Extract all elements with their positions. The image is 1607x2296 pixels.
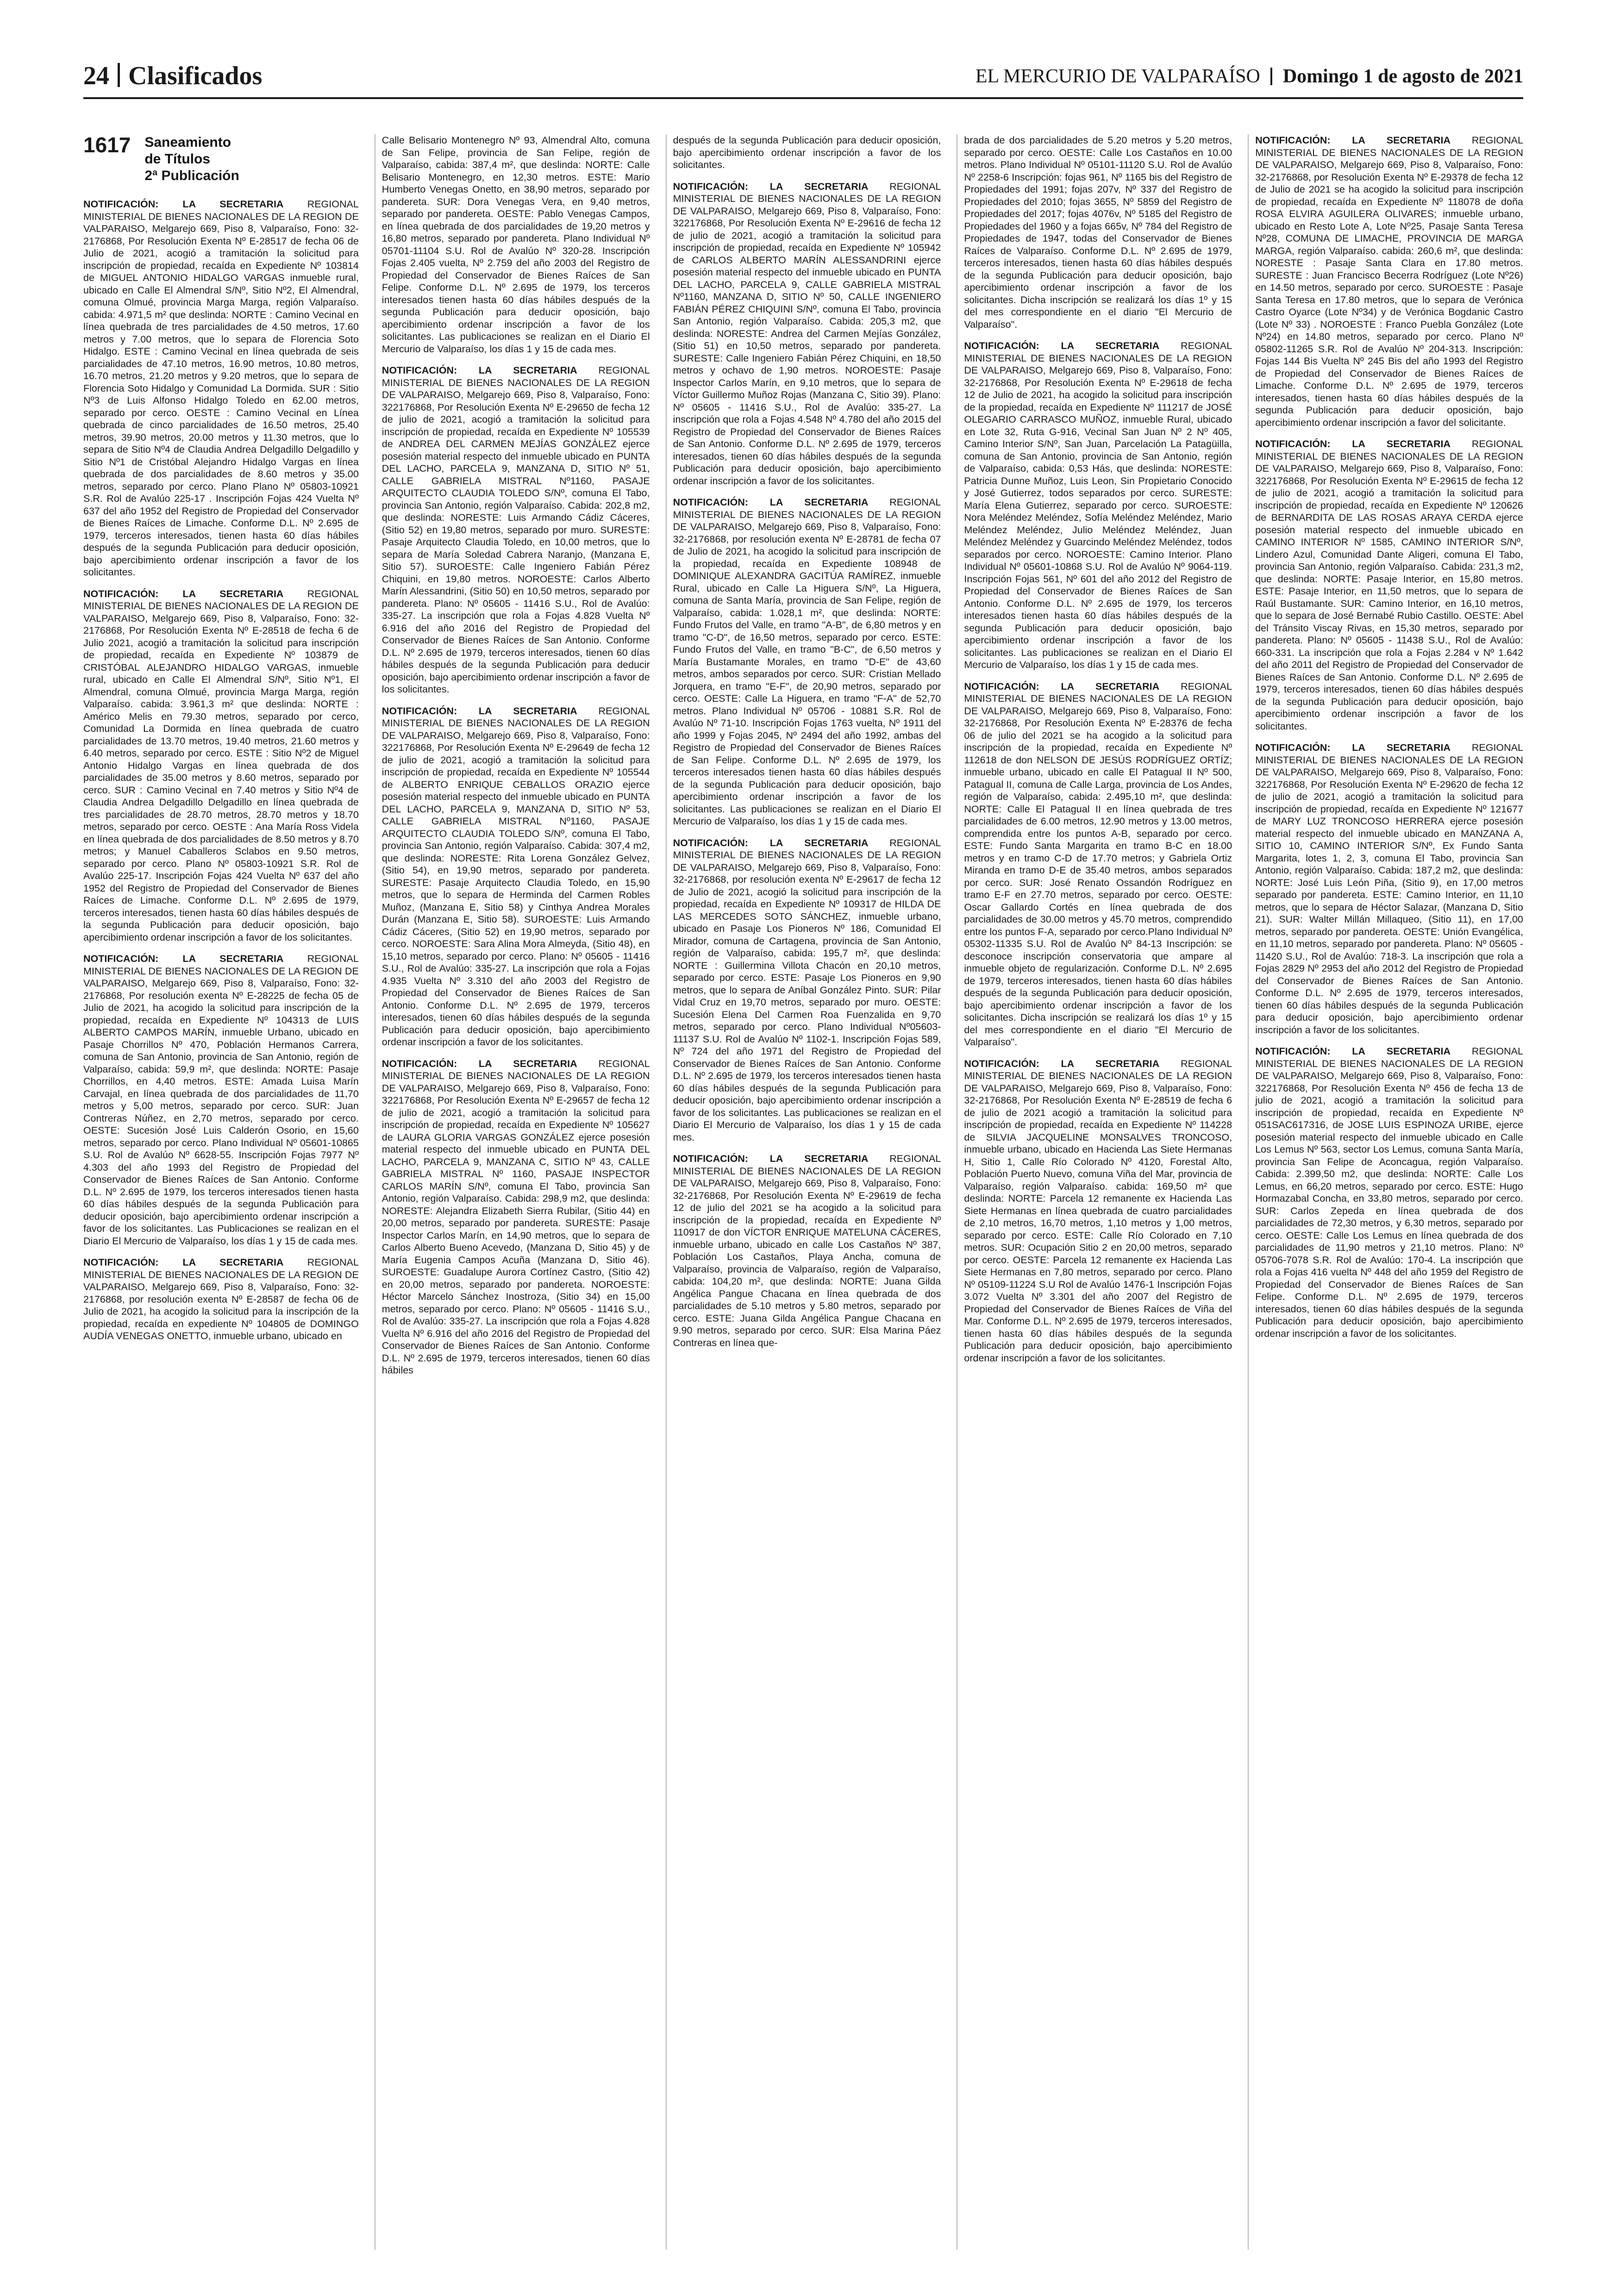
legal-notice (964, 1058, 1232, 1365)
notice-text (964, 680, 1232, 1048)
notice-text (964, 340, 1232, 671)
column-4 (957, 134, 1232, 2250)
legal-notice (382, 705, 650, 1048)
legal-notice (382, 364, 650, 696)
classifieds-columns (83, 134, 1523, 2250)
newspaper-name: EL MERCURIO DE VALPARAÍSO (975, 66, 1260, 87)
page-header (83, 60, 1523, 99)
notice-body: brada de dos parcialidades de 5.20 metros y 5.20 metros, separado por cerco. OESTE: Calle Los Castaños en 10.00 metros. Plano Individual Nº 05101-11120 S.U. Rol de Avalúo Nº 2258-6 Inscripción: fojas 961, Nº 1165 bis del Registro de Propiedades del 1991; fojas 207v, Nº 337 del Registro de Propiedades del 2010; fojas 3655, Nº 5859 del Registro de Propiedades del 2017; fojas 4076v, Nº 5185 del Registro de Propiedades del 1960 y a fojas 665v, Nº 784 del Registro de Propiedades de 1947, todas del Conservador de Bienes Raíces de Valparaíso. Conforme D.L. Nº 2.695 de 1979, terceros interesados, tienen hasta 60 días hábiles después de la segunda Publicación para deducir oposición, bajo apercibimiento ordenar inscripción a favor de los solicitantes. Dicha inscripción se realizará los días 1º y 15 del mes correspondiente en el diario "El Mercurio de Valparaíso". (964, 135, 1232, 330)
legal-notice (964, 340, 1232, 671)
page-number: 24 (83, 62, 109, 90)
notice-lead: NOTIFICACIÓN: LA SECRETARIA (83, 1257, 307, 1268)
notices-list (83, 198, 359, 1342)
legal-notice (1255, 134, 1523, 429)
edition-date: Domingo 1 de agosto de 2021 (1282, 66, 1523, 87)
legal-notice (1255, 1045, 1523, 1340)
notice-text (1255, 134, 1523, 429)
notice-text (382, 1058, 650, 1377)
notices-list (964, 134, 1232, 1364)
notice-text (83, 588, 359, 944)
notice-lead: NOTIFICACIÓN: LA SECRETARIA (964, 340, 1181, 351)
notice-body: REGIONAL MINISTERIAL DE BIENES NACIONALES DE LA REGION DE VALPARAISO, Melgarejo 669, Piso 8, Valparaíso, Fono: 322176868, Por Resolución Exenta Nº E-29620 de fecha 12 de julio de 2021, acogió a tramitación la solicitud para inscripción de propiedad, recaída en Expediente Nº 121677 de MARY LUZ TRONCOSO HERRERA ejerce posesión material respecto del inmueble ubicado en MANZANA A, SITIO 10, CAMINO INTERIOR S/Nº, Ex Fundo Santa Margarita, lotes 1, 2, 3, comuna El Tabo, provincia San Antonio, región Valparaíso. Cabida: 187,2 m2, que deslinda: NORTE: José Luis León Piña, (Sitio 9), en 17,00 metros separado por pandereta. ESTE: Camino Interior, en 11,10 metros, que lo separa de Héctor Salazar, (Manzana D, Sitio 21). SUR: Walter Millán Millaqueo, (Sitio 11), en 17,00 metros, separado por pandereta. OESTE: Unión Evangélica, en 11,10 metros, separado por pandereta. Plano: Nº 05605 - 11420 S.U., Rol de Avalúo: 718-3. La inscripción que rola a Fojas 2829 Nº 2953 del año 2012 del Registro de Propiedad del Conservador de Bienes Raíces de San Antonio. Conforme D.L. Nº 2.695 de 1979, terceros interesados, tienen 60 días hábiles después de la segunda Publicación para deducir oposición, bajo apercibimiento ordenar inscripción a favor de los solicitantes. (1255, 742, 1523, 1036)
notice-body: REGIONAL MINISTERIAL DE BIENES NACIONALES DE LA REGION DE VALPARAISO, Melgarejo 669, Piso 8, Valparaíso, Fono: 32-2176868, Por Resolución Exenta Nº E-28376 de fecha 06 de julio del 2021 se ha acogido a la solicitud para inscripción de la propiedad, recaída en Expediente Nº 112618 de don NELSON DE JESÚS RODRÍGUEZ ORTÍZ; inmueble urbano, ubicado en calle El Patagual II Nº 500, Patagual II, comuna de Calle Larga, provincia de Los Andes, región de Valparaíso, cabida: 2.495,10 m², que deslinda: NORTE: Calle El Patagual II en línea quebrada de tres parcialidades de 6.00 metros, 12.90 metros y 13.00 metros, comprendida entre los puntos A-B, separado por cerco. ESTE: Fundo Santa Margarita en tramo B-C en 18.00 metros y en tramo C-D de 17.70 metros; y Gabriela Ortiz Miranda en tramo D-E de 35.40 metros, ambos separados por cerco. SUR: José Renato Ossandón Rodríguez en tramo E-F en 27.70 metros, separado por cerco. OESTE: Oscar Gallardo Cortés en línea quebrada de dos parcialidades de 30.00 metros y 45.70 metros, comprendido entre los puntos F-A, separado por cerco.Plano Individual Nº 05302-11335 S.U. Rol de Avalúo Nº 84-13 Inscripción: se desconoce inscripción conservatoria que ampare al inmueble objeto de regularización. Conforme D.L. Nº 2.695 de 1979, terceros interesados, tienen hasta 60 días hábiles después de la segunda Publicación para deducir oposición, bajo apercibimiento ordenar inscripción a favor de los solicitantes. Dicha inscripción se realizará los días 1º y 15 del mes correspondiente en el diario "El Mercurio de Valparaíso". (964, 680, 1232, 1048)
notice-text (1255, 742, 1523, 1036)
notice-lead: NOTIFICACIÓN: LA SECRETARIA (673, 837, 890, 849)
legal-notice (673, 181, 941, 487)
notice-lead: NOTIFICACIÓN: LA SECRETARIA (83, 588, 307, 599)
notice-body: REGIONAL MINISTERIAL DE BIENES NACIONALES DE LA REGION DE VALPARAISO, Melgarejo 669, Piso 8, Valparaíso, Fono: 32-2176868, por resolución exenta Nº E-28587 de fecha 06 de Julio de 2021, ha acogido la solicitud para la inscripción de la propiedad, recaída en expediente Nº 104805 de DOMINGO AUDÍA VENEGAS ONETTO, inmueble urbano, ubicado en (83, 1257, 359, 1341)
legal-notice (83, 1256, 359, 1342)
notice-body: REGIONAL MINISTERIAL DE BIENES NACIONALES DE LA REGION DE VALPARAISO, Melgarejo 669, Piso 8, Valparaíso, Fono: 32-2176868, Por Resolución Exenta Nº E-28517 de fecha 06 de Julio de 2021, acogió a tramitación la solicitud para inscripción de propiedad, recaída en Expediente Nº 103814 de MIGUEL ANTONIO HIDALGO VARGAS inmueble rural, ubicado en Calle El Almendral S/Nº, Sitio Nº2, El Almendral, comuna Olmué, provincia Marga Marga, región Valparaíso. cabida: 4.971,5 m² que deslinda: NORTE : Camino Vecinal en línea quebrada de tres parcialidades de 4.50 metros, 17.60 metros y 7.00 metros, que lo separa de Florencia Soto Hidalgo. ESTE : Camino Vecinal en línea quebrada de seis parcialidades de 47.10 metros, 16.90 metros, 10.80 metros, 16.70 metros, 21.20 metros y 9.20 metros, que lo separa de Florencia Soto Hidalgo y Comunidad La Dormida. SUR : Sitio Nº3 de Luis Alfonso Hidalgo Toledo en 62.00 metros, separado por cerco. OESTE : Camino Vecinal en Línea quebrada de cinco parcialidades de 16.50 metros, 25.40 metros, 39.90 metros, 20.00 metros y 11.30 metros, que lo separa de Sitio Nº4 de Claudia Andrea Delgadillo Delgadillo y Sitio Nº1 de Cristóbal Alejandro Hidalgo Vargas en línea quebrada de dos parcialidades de 8.60 metros y 35.00 metros, separado por cerco. Plano Plano Nº 05803-10921 S.R. Rol de Avalúo 225-17 . Inscripción Fojas 424 Vuelta Nº 637 del año 1952 del Registro de Propiedad del Conservador de Bienes Raíces de Limache. Conforme D.L. Nº 2.695 de 1979, terceros interesados, tienen hasta 60 días hábiles después de la segunda Publicación para deducir oposición, bajo apercibimiento ordenar inscripción a favor de los solicitantes. (83, 199, 359, 578)
notice-text (1255, 1045, 1523, 1340)
notice-body: REGIONAL MINISTERIAL DE BIENES NACIONALES DE LA REGION DE VALPARAISO, Melgarejo 669, Piso 8, Valparaíso, Fono: 322176868, Por Resolución Exenta Nº E-29649 de fecha 12 de julio de 2021, acogió a tramitación la solicitud para inscripción de propiedad, recaída en Expediente Nº 105544 de ALBERTO ENRIQUE CEBALLOS ORAZIO ejerce posesión material respecto del inmueble ubicado en PUNTA DEL LACHO, PARCELA 9, MANZANA D, SITIO Nº 53, CALLE GABRIELA MISTRAL Nº1160, PASAJE ARQUITECTO CLAUDIA TOLEDO S/Nº, comuna El Tabo, provincia San Antonio, región Valparaíso. Cabida: 307,4 m2, que deslinda: NORESTE: Rita Lorena González Gelvez, (Sitio 54), en 19,90 metros, separado por pandereta. SURESTE: Pasaje Arquitecto Claudia Toledo, en 15,90 metros, que lo separa de Herminda del Carmen Robles Muñoz, (Manzana E, Sitio 58) y Cinthya Andrea Morales Durán (Manzana E, Sitio 58). SUROESTE: Luis Armando Cádiz Cáceres, (Sitio 52) en 19,90 metros, separado por cerco. NOROESTE: Sara Alina Mora Almeyda, (Sitio 48), en 15,10 metros, separado por cerco. Plano: Nº 05605 - 11416 S.U., Rol de Avalúo: 335-27. La inscripción que rola a Fojas 4.935 Vuelta Nº 3.310 del año 2003 del Registro de Propiedad del Conservador de Bienes Raíces de San Antonio. Conforme D.L. Nº 2.695 de 1979, terceros interesados, tienen 60 días hábiles después de la segunda Publicación para deducir oposición, bajo apercibimiento ordenar inscripción a favor de los solicitantes. (381, 705, 650, 1048)
notice-lead: NOTIFICACIÓN: LA SECRETARIA (1255, 438, 1472, 449)
notice-text (673, 134, 941, 171)
notice-body: REGIONAL MINISTERIAL DE BIENES NACIONALES DE LA REGION DE VALPARAISO, Melgarejo 669, Piso 8, Valparaíso, Fono: 32-2176868, Por resolución exenta Nº E-28225 de fecha 05 de Julio de 2021, ha acogido la solicitud para inscripción de la propiedad, recaída en Expediente Nº 104313 de LUIS ALBERTO CAMPOS MARÍN, inmueble Urbano, ubicado en Pasaje Chorrillos Nº 470, Población Hermanos Carrera, comuna de San Antonio, provincia de San Antonio, región de Valparaíso, cabida: 59,9 m², que deslinda: NORTE: Pasaje Chorrillos, en 4,40 metros. ESTE: Amada Luisa Marín Carvajal, en línea quebrada de dos parcialidades de 11,70 metros y 5,00 metros, separado por cerco. SUR: Juan Contreras Núñez, en 2,70 metros, separado por cerco. OESTE: Sucesión José Luis Calderón Osorio, en 15,60 metros, separado por cerco. Plano Individual Nº 05601-10865 S.U. Rol de Avalúo Nº 6628-55. Inscripción Fojas 7977 Nº 4.303 del año 1993 del Registro de Propiedad del Conservador de Bienes Raíces de San Antonio. Conforme D.L. Nº 2.695 de 1979, los terceros interesados tienen hasta 60 días hábiles después de la segunda Publicación para deducir oposición, bajo apercibimiento ordenar inscripción a favor de los solicitantes. Las Publicaciones se realizan en el Diario El Mercurio de Valparaíso, los días 1 y 15 de cada mes. (83, 953, 359, 1247)
category-heading (83, 134, 359, 184)
notice-text (83, 953, 359, 1247)
notice-lead: NOTIFICACIÓN: LA SECRETARIA (83, 199, 307, 210)
notice-body: REGIONAL MINISTERIAL DE BIENES NACIONALES DE LA REGION DE VALPARAISO, Melgarejo 669, Piso 8, Valparaíso, Fono: 322176868, Por Resolución Exenta Nº E-29615 de fecha 12 de julio de 2021, acogió a tramitación la solicitud para inscripción de propiedad, recaída en Expediente Nº 120626 de BERNARDITA DE LAS ROSAS ARAYA CERDA ejerce posesión material respecto del inmueble ubicado en CAMINO INTERIOR Nº 1585, CAMINO INTERIOR S/Nº, Lindero Azul, Comunidad Dante Aligeri, comuna El Tabo, provincia San Antonio, región Valparaíso. Cabida: 231,3 m2, que deslinda: NORTE: Pasaje Interior, en 15,80 metros. ESTE: Pasaje Interior, en 11,50 metros, que lo separa de Raúl Bustamante. SUR: Camino Interior, en 16,10 metros, que lo separa de José Bernabé Rubio Castillo. OESTE: Abel del Tránsito Viscay Rivas, en 15,30 metros, separado por pandereta. Plano: Nº 05605 - 11438 S.U., Rol de Avalúo: 660-331. La inscripción que rola a Fojas 2.284 v Nº 1.642 del año 2011 del Registro de Propiedad del Conservador de Bienes Raíces de San Antonio. Conforme D.L. Nº 2.695 de 1979, terceros interesados, tienen 60 días hábiles después de la segunda Publicación para deducir oposición, bajo apercibimiento ordenar inscripción a favor de los solicitantes. (1255, 438, 1523, 732)
legal-notice (83, 953, 359, 1247)
category-number: 1617 (83, 134, 131, 157)
notice-text (964, 134, 1232, 331)
legal-notice (673, 496, 941, 828)
notices-list (673, 134, 941, 1349)
legal-notice (382, 134, 650, 355)
notice-body: REGIONAL MINISTERIAL DE BIENES NACIONALES DE LA REGION DE VALPARAISO, Melgarejo 669, Piso 8, Valparaíso, Fono: 32-2176868, por resolución exenta Nº E-29617 de fecha 12 de Julio de 2021, acogió la solicitud para inscripción de la propiedad, recaída en Expediente Nº 109317 de HILDA DE LAS MERCEDES SOTO SÁNCHEZ, inmueble urbano, ubicado en Pasaje Los Pioneros Nº 186, Comunidad El Mirador, comuna de Cartagena, provincia de San Antonio, región de Valparaíso, cabida: 195,7 m², que deslinda: NORTE : Guillermina Villota Chacón en 20,10 metros, separado por cerco. ESTE: Pasaje Los Pioneros en 9,90 metros, que lo separa de Aníbal González Pinto. SUR: Pilar Vidal Cruz en 19,70 metros, separado por muro. OESTE: Sucesión Elena Del Carmen Roa Fuenzalida en 9,70 metros, separado por cerco. Plano Individual Nº05603-11137 S.U. Rol de Avalúo Nº 1102-1. Inscripción Fojas 589, Nº 724 del año 1971 del Registro de Propiedad del Conservador de Bienes Raíces de San Antonio. Conforme D.L. Nº 2.695 de 1979, los terceros interesados tienen hasta 60 días hábiles después de la segunda Publicación para deducir oposición, bajo apercibimiento ordenar inscripción a favor de los solicitantes. Las publicaciones se realizan en el Diario El Mercurio de Valparaíso, los días 1 y 15 de cada mes. (673, 837, 941, 1143)
column-2 (375, 134, 650, 2250)
notice-body: REGIONAL MINISTERIAL DE BIENES NACIONALES DE LA REGION DE VALPARAISO, Melgarejo 669, Piso 8, Valparaíso, Fono: 322176868, Por Resolución Exenta Nº E-29657 de fecha 12 de julio de 2021, acogió a tramitación la solicitud para inscripción de propiedad, recaída en Expediente Nº 105627 de LAURA GLORIA VARGAS GONZÁLEZ ejerce posesión material respecto del inmueble ubicado en PUNTA DEL LACHO, PARCELA 9, MANZANA C, SITIO Nº 43, CALLE GABRIELA MISTRAL Nº 1160, PASAJE INSPECTOR CARLOS MARÍN S/Nº, comuna El Tabo, provincia San Antonio, región Valparaíso. Cabida: 298,9 m2, que deslinda: NORESTE: Alejandra Elizabeth Sierra Rubilar, (Sitio 44) en 20,00 metros, separado por pandereta. SURESTE: Pasaje Inspector Carlos Marín, en 14,90 metros, que lo separa de Carlos Alberto Bueno Acevedo, (Manzana D, Sitio 45) y de María Eugenia Campos Acuña (Manzana D, Sitio 46). SUROESTE: Guadalupe Aurora Cortínez Castro, (Sitio 42) en 20,00 metros, separado por pandereta. NOROESTE: Héctor Marcelo Sánchez Inostroza, (Sitio 34) en 15,00 metros, separado por cerco. Plano: Nº 05605 - 11416 S.U., Rol de Avalúo: 335-27. La inscripción que rola a Fojas 4.828 Vuelta Nº 6.916 del año 2016 del Registro de Propiedad del Conservador de Bienes Raíces de San Antonio. Conforme D.L. Nº 2.695 de 1979, terceros interesados, tienen 60 días hábiles (381, 1058, 650, 1376)
notice-lead: NOTIFICACIÓN: LA SECRETARIA (381, 365, 599, 376)
notice-lead: NOTIFICACIÓN: LA SECRETARIA (1255, 742, 1472, 753)
notice-text (673, 496, 941, 828)
notice-body: después de la segunda Publicación para deducir oposición, bajo apercibimiento ordenar inscripción a favor de los solicitantes. (673, 135, 941, 170)
notice-body: REGIONAL MINISTERIAL DE BIENES NACIONALES DE LA REGION DE VALPARAISO, Melgarejo 669, Piso 8, Valparaíso, Fono: 32-2176868, Por Resolución Exenta Nº E-29619 de fecha 12 de julio del 2021 se ha acogido a la solicitud para inscripción de la propiedad, recaída en Expediente Nº 110917 de don VÍCTOR ENRIQUE MATELUNA CÁCERES, inmueble urbano, ubicado en calle Los Castaños Nº 387, Población Los Castaños, Playa Ancha, comuna de Valparaíso, provincia de Valparaíso, región de Valparaíso, cabida: 104,20 m², que deslinda: NORTE: Juana Gilda Angélica Pangue Chacana en línea quebrada de dos parcialidades de 5.10 metros y 5.80 metros, separado por cerco. ESTE: Juana Gilda Angélica Pangue Chacana en 9.90 metros, separado por cerco. SUR: Elsa Marina Páez Contreras en línea que- (673, 1153, 941, 1348)
notice-text (83, 198, 359, 579)
notice-lead: NOTIFICACIÓN: LA SECRETARIA (964, 1058, 1181, 1069)
notice-text (1255, 438, 1523, 732)
legal-notice (673, 837, 941, 1144)
notice-lead: NOTIFICACIÓN: LA SECRETARIA (673, 1153, 890, 1164)
notice-text (673, 837, 941, 1144)
section-title: Clasificados (128, 62, 263, 90)
header-left (83, 60, 262, 91)
header-right (975, 65, 1523, 87)
notice-lead: NOTIFICACIÓN: LA SECRETARIA (673, 181, 890, 192)
notice-body: REGIONAL MINISTERIAL DE BIENES NACIONALES DE LA REGION DE VALPARAISO, Melgarejo 669, Piso 8, Valparaíso, Fono: 322176868, Por Resolución Exenta Nº E-29650 de fecha 12 de julio de 2021, acogió a tramitación la solicitud para inscripción de propiedad, recaída en Expediente Nº 105539 de ANDREA DEL CARMEN MEJÍAS GONZÁLEZ ejerce posesión material respecto del inmueble ubicado en PUNTA DEL LACHO, PARCELA 9, MANZANA D, SITIO Nº 51, CALLE GABRIELA MISTRAL Nº1160, PASAJE ARQUITECTO CLAUDIA TOLEDO S/Nº, comuna El Tabo, provincia San Antonio, región Valparaíso. Cabida: 202,8 m2, que deslinda: NORESTE: Luis Armando Cádiz Cáceres, (Sitio 52) en 19,80 metros, separado por muro. SURESTE: Pasaje Arquitecto Claudia Toledo, en 10,00 metros, que lo separa de María Soledad Cabrera Naranjo, (Manzana E, Sitio 57). SUROESTE: Calle Ingeniero Fabián Pérez Chiquini, en 19,80 metros. NOROESTE: Carlos Alberto Marín Alessandrini, (Sitio 50) en 10,50 metros, separado por pandereta. Plano: Nº 05605 - 11416 S.U., Rol de Avalúo: 335-27. La inscripción que rola a Fojas 4.828 Vuelta Nº 6.916 del año 2016 del Registro de Propiedad del Conservador de Bienes Raíces de San Antonio. Conforme D.L. Nº 2.695 de 1979, terceros interesados, tienen 60 días hábiles después de la segunda Publicación para deducir oposición, bajo apercibimiento ordenar inscripción a favor de los solicitantes. (381, 365, 650, 695)
legal-notice (964, 680, 1232, 1048)
legal-notice (673, 1153, 941, 1349)
category-title-line2: de Títulos (144, 151, 211, 167)
notice-lead: NOTIFICACIÓN: LA SECRETARIA (381, 705, 599, 717)
notice-text (673, 181, 941, 487)
header-divider (118, 63, 120, 87)
notice-text (83, 1256, 359, 1342)
legal-notice (83, 198, 359, 579)
notice-lead: NOTIFICACIÓN: LA SECRETARIA (964, 680, 1181, 692)
notice-body: REGIONAL MINISTERIAL DE BIENES NACIONALES DE LA REGION DE VALPARAISO, Melgarejo 669, Piso 8, Valparaíso, Fono: 32-2176868, por Resolución Exenta Nº E-29378 de fecha 12 de Julio de 2021 se ha acogido la solicitud para inscripción de propiedad, recaída en Expediente Nº 118078 de doña ROSA ELVIRA AGUILERA OLIVARES; inmueble urbano, ubicado en Resto Lote A, Lote Nº25, Pasaje Santa Teresa Nº28, COMUNA DE LIMACHE, PROVINCIA DE MARGA MARGA, región Valparaíso. cabida: 260,6 m², que deslinda: NORESTE : Pasaje Santa Clara en 17.80 metros. SURESTE : Juan Francisco Becerra Rodríguez (Lote Nº26) en 14.50 metros, separado por cerco. SUROESTE : Pasaje Santa Teresa en 17.80 metros, que lo separa de Verónica Castro Oyarce (Lote Nº34) y de Verónica Bogdanic Castro (Lote Nº 33) . NOROESTE : Franco Puebla González (Lote Nº24) en 14.80 metros, separado por cerco. Plano Nº 05802-11265 S.R. Rol de Avalúo Nº 204-313. Inscripción: Fojas 144 Bis Vuelta Nº 245 Bis del año 1993 del Registro de Propiedad del Conservador de Bienes Raíces de Limache. Conforme D.L. Nº 2.695 de 1979, terceros interesados, tienen hasta 60 días hábiles después de la segunda Publicación para deducir oposición, bajo apercibimiento ordenar inscripción a favor del solicitante. (1255, 135, 1523, 428)
legal-notice (673, 134, 941, 171)
header-date-divider (1270, 68, 1272, 85)
notices-list (382, 134, 650, 1377)
category-title-line1: Saneamiento (144, 135, 231, 150)
notice-lead: NOTIFICACIÓN: LA SECRETARIA (1255, 1046, 1472, 1057)
column-5 (1248, 134, 1523, 2250)
notice-text (673, 1153, 941, 1349)
notice-body: REGIONAL MINISTERIAL DE BIENES NACIONALES DE LA REGION DE VALPARAISO, Melgarejo 669, Piso 8, Valparaíso, Fono: 32-2176868, por resolución exenta Nº E-28781 de fecha 07 de Julio de 2021, ha acogido la solicitud para inscripción de la propiedad, recaída en Expediente 108948 de DOMINIQUE ALEXANDRA GACITÚA RAMÍREZ, inmueble Rural, ubicado en Calle La Higuera S/Nº, La Higuera, comuna de Santa María, provincia de San Felipe, región de Valparaíso, cabida: 1.028,1 m², que deslinda: NORTE: Fundo Frutos del Valle, en tramo "A-B", de 6,80 metros y en tramo "C-D", de 16,50 metros, separado por cerco. ESTE: Fundo Frutos del Valle, en tramo "B-C", de 6,50 metros y María Bustamante Morales, en tramo "D-E" de 43,60 metros, ambos separados por cerco. SUR: Cristian Mellado Jorquera, en tramo "E-F", de 20,90 metros, separado por cerco. OESTE: Calle La Higuera, en tramo "F-A" de 52,70 metros. Plano Individual Nº 05706 - 10881 S.R. Rol de Avalúo Nº 71-10. Inscripción Fojas 1763 vuelta, Nº 1911 del año 1999 y Fojas 2045, Nº 2494 del año 1992, ambas del Registro de Propiedad del Conservador de Bienes Raíces de San Felipe. Conforme D.L. Nº 2.695 de 1979, los terceros interesados tienen hasta 60 días hábiles después de la segunda Publicación para deducir oposición, bajo apercibimiento ordenar inscripción a favor de los solicitantes. Las publicaciones se realizan en el Diario El Mercurio de Valparaíso, los días 1 y 15 de cada mes. (673, 497, 941, 827)
notice-lead: NOTIFICACIÓN: LA SECRETARIA (83, 953, 307, 964)
notice-text (382, 705, 650, 1048)
column-1 (83, 134, 359, 2250)
legal-notice (1255, 438, 1523, 732)
legal-notice (83, 588, 359, 944)
notice-lead: NOTIFICACIÓN: LA SECRETARIA (673, 497, 890, 508)
category-subtitle: 2ª Publicación (144, 168, 239, 183)
legal-notice (382, 1058, 650, 1377)
category-title-block (144, 134, 239, 184)
notice-body: REGIONAL MINISTERIAL DE BIENES NACIONALES DE LA REGION DE VALPARAISO, Melgarejo 669, Piso 8, Valparaíso, Fono: 32-2176868, Por Resolución Exenta Nº E-29618 de fecha 12 de Julio de 2021, ha acogido la solicitud para inscripción de la propiedad, recaída en Expediente Nº 111217 de JOSÉ OLEGARIO CARRASCO MUÑOZ, inmueble Rural, ubicado en Lote 32, Ruta G-916, Vecinal San Juan Nº 2 Nº 405, Camino Interior S/Nº, San Juan, Parcelación La Patagüilla, comuna de San Antonio, provincia de San Antonio, región de Valparaíso, cabida: 0,53 Hás, que deslinda: NORESTE: Patricia Dunne Muñoz, Luis Leon, Sin Propietario Conocido y José Gutierrez, todos separados por cerco. SURESTE: María Elena Gutierrez, separado por cerco. SUROESTE: Nora Meléndez Meléndez, Sofía Meléndez Meléndez, Mario Meléndez Meléndez, Julio Meléndez Meléndez, Juan Meléndez Meléndez y Guarcindo Meléndez Meléndez, todos separados por cerco. NOROESTE: Camino Interior. Plano Individual Nº 05601-10868 S.U. Rol de Avalúo Nº 9064-119. Inscripción Fojas 561, Nº 601 del año 2012 del Registro de Propiedad del Conservador de Bienes Raíces de San Antonio. Conforme D.L. Nº 2.695 de 1979, los terceros interesados tienen hasta 60 días hábiles después de la segunda Publicación para deducir oposición, bajo apercibimiento ordenar inscripción a favor de los solicitantes. Las publicaciones se realizan en el Diario El Mercurio de Valparaíso, los días 1 y 15 de cada mes. (964, 340, 1232, 670)
notice-body: REGIONAL MINISTERIAL DE BIENES NACIONALES DE LA REGION DE VALPARAISO, Melgarejo 669, Piso 8, Valparaíso, Fono: 32-2176868, Por Resolución Exenta Nº E-28519 de fecha 6 de julio de 2021 acogió a tramitación la solicitud para inscripción de propiedad, recaída en Expediente Nº 114228 de SILVIA JACQUELINE MONSALVES TRONCOSO, inmueble urbano, ubicado en Hacienda Las Siete Hermanas H, Sitio 1, Calle Río Colorado Nº 4120, Forestal Alto, Población Puerto Nuevo, comuna Viña del Mar, provincia de Valparaíso, región Valparaíso. cabida: 169,50 m² que deslinda: NORTE: Parcela 12 remanente ex Hacienda Las Siete Hermanas en línea quebrada de cuatro parcialidades de 2,10 metros, 16,70 metros, 1,10 metros y 1,00 metros, separado por cerco. ESTE: Calle Río Colorado en 7,10 metros. SUR: Ocupación Sitio 2 en 20,00 metros, separado por cerco. OESTE: Parcela 12 remanente ex Hacienda Las Siete Hermanas en 7,80 metros, separado por cerco. Plano Nº 05109-11224 S.U Rol de Avalúo 1476-1 Inscripción Fojas 3.072 Vuelta Nº 3.301 del año 2007 del Registro de Propiedad del Conservador de Bienes Raíces de Viña del Mar. Conforme D.L. Nº 2.695 de 1979, terceros interesados, tienen hasta 60 días hábiles después de la segunda Publicación para deducir oposición, bajo apercibimiento ordenar inscripción a favor de los solicitantes. (964, 1058, 1232, 1364)
notice-text (964, 1058, 1232, 1365)
notice-body: REGIONAL MINISTERIAL DE BIENES NACIONALES DE LA REGION DE VALPARAISO, Melgarejo 669, Piso 8, Valparaíso, Fono: 322176868, Por Resolución Exenta Nº 456 de fecha 13 de julio de 2021, acogió a tramitación la solicitud para inscripción de propiedad, recaída en Expediente Nº 051SAC617316, de JOSE LUIS ESPINOZA URIBE, ejerce posesión material respecto del inmueble ubicado en Calle Los Lemus Nº 563, sector Los Lemus, comuna Santa María, provincia San Felipe de Aconcagua, región Valparaíso. Cabida: 2.399,50 m2, que deslinda: NORTE: Calle Los Lemus, en 66,20 metros, separado por cerco. ESTE: Hugo Hormazabal Concha, en 33,80 metros, separado por cerco. SUR: Carlos Zepeda en línea quebrada de dos parcialidades de 72,30 metros, y 6,30 metros, separado por cerco. OESTE: Calle Los Lemus en línea quebrada de dos parcialidades de 11,90 metros y 21,10 metros. Plano: Nº 05706-7078 S.R. Rol de Avalúo: 170-4. La inscripción que rola a Fojas 416 vuelta Nº 448 del año 1959 del Registro de Propiedad del Conservador de Bienes Raíces de San Felipe. Conforme D.L. Nº 2.695 de 1979, terceros interesados, tienen 60 días hábiles después de la segunda Publicación para deducir oposición, bajo apercibimiento ordenar inscripción a favor de los solicitantes. (1255, 1046, 1523, 1339)
legal-notice (964, 134, 1232, 331)
notice-body: REGIONAL MINISTERIAL DE BIENES NACIONALES DE LA REGION DE VALPARAISO, Melgarejo 669, Piso 8, Valparaíso, Fono: 32-2176868, Por Resolución Exenta Nº E-28518 de fecha 6 de Julio 2021, acogió a tramitación la solicitud para inscripción de propiedad, recaída en Expediente Nº 103879 de CRISTÓBAL ALEJANDRO HIDALGO VARGAS, inmueble rural, ubicado en Calle El Almendral S/Nº, Sitio Nº1, El Almendral, comuna Olmué, provincia Marga Marga, región Valparaíso. cabida: 3.961,3 m² que deslinda: NORTE : Américo Melis en 79.30 metros, separado por cerco, Comunidad La Dormida en línea quebrada de cuatro parcialidades de 13.70 metros, 19.40 metros, 21.60 metros y 6.40 metros, separado por cerco. ESTE : Sitio Nº2 de Miguel Antonio Hidalgo Vargas en línea quebrada de dos parcialidades de 35.00 metros y 8.60 metros, separado por cerco. SUR : Camino Vecinal en 7.40 metros y Sitio Nº4 de Claudia Andrea Delgadillo Delgadillo en línea quebrada de tres parcialidades de 28.70 metros, 28.70 metros y 18.70 metros, separado por cerco. OESTE : Ana María Ross Videla en línea quebrada de dos parcialidades de 8.50 metros y 8.70 metros; y Manuel Caballeros Sclabos en 9.50 metros, separado por cerco. Plano Nº 05803-10921 S.R. Rol de Avalúo 225-17. Inscripción Fojas 424 Vuelta Nº 637 del año 1952 del Registro de Propiedad del Conservador de Bienes Raíces de Limache. Conforme D.L. Nº 2.695 de 1979, terceros interesados, tienen hasta 60 días hábiles después de la segunda Publicación para deducir oposición, bajo apercibimiento ordenar inscripción a favor de los solicitantes. (83, 588, 359, 943)
notice-text (382, 134, 650, 355)
notices-list (1255, 134, 1523, 1340)
notice-body: Calle Belisario Montenegro Nº 93, Almendral Alto, comuna de San Felipe, provincia de San Felipe, región de Valparaíso, cabida: 387,4 m², que deslinda: NORTE: Calle Belisario Montenegro, en 12,30 metros. ESTE: Mario Humberto Venegas Onetto, en 38,90 metros, separado por pandereta. SUR: Dora Venegas Vera, en 9,40 metros, separado por pandereta. OESTE: Pablo Venegas Campos, en línea quebrada de dos parcialidades de 19,20 metros y 16,80 metros, separado por pandereta. Plano Individual Nº 05701-11104 S.U. Rol de Avalúo Nº 320-28. Inscripción Fojas 2.405 vuelta, Nº 2.759 del año 2003 del Registro de Propiedad del Conservador de Bienes Raíces de San Felipe. Conforme D.L. Nº 2.695 de 1979, los terceros interesados tienen hasta 60 días hábiles después de la segunda Publicación para deducir oposición, bajo apercibimiento ordenar inscripción a favor de los solicitantes. Las publicaciones se realizan en el Diario El Mercurio de Valparaíso, los días 1 y 15 de cada mes. (381, 135, 650, 355)
notice-text (382, 364, 650, 696)
notice-lead: NOTIFICACIÓN: LA SECRETARIA (381, 1058, 599, 1069)
column-3 (666, 134, 941, 2250)
notice-body: REGIONAL MINISTERIAL DE BIENES NACIONALES DE LA REGION DE VALPARAISO, Melgarejo 669, Piso 8, Valparaíso, Fono: 322176868, Por Resolución Exenta Nº E-29616 de fecha 12 de julio de 2021, acogió a tramitación la solicitud para inscripción de propiedad, recaída en Expediente Nº 105942 de CARLOS ALBERTO MARÍN ALESSANDRINI ejerce posesión material respecto del inmueble ubicado en PUNTA DEL LACHO, PARCELA 9, CALLE GABRIELA MISTRAL Nº1160, MANZANA D, SITIO Nº 50, CALLE INGENIERO FABIÁN PÉREZ CHIQUINI S/Nº, comuna El Tabo, provincia San Antonio, región Valparaíso. Cabida: 205,3 m2, que deslinda: NORESTE: Andrea del Carmen Mejías González, (Sitio 51) en 10,50 metros, separado por pandereta. SURESTE: Calle Ingeniero Fabián Pérez Chiquini, en 18,50 metros y ochavo de 1,90 metros. NOROESTE: Pasaje Inspector Carlos Marín, en 9,10 metros, que lo separa de Víctor Guillermo Muñoz Rojas (Manzana C, Sitio 39). Plano: Nº 05605 - 11416 S.U., Rol de Avalúo: 335-27. La inscripción que rola a Fojas 4.548 Nº 4.780 del año 2015 del Registro de Propiedad del Conservador de Bienes Raíces de San Antonio. Conforme D.L. Nº 2.695 de 1979, terceros interesados, tienen 60 días hábiles después de la segunda Publicación para deducir oposición, bajo apercibimiento ordenar inscripción a favor de los solicitantes. (673, 181, 941, 487)
notice-lead: NOTIFICACIÓN: LA SECRETARIA (1255, 135, 1472, 146)
legal-notice (1255, 742, 1523, 1036)
